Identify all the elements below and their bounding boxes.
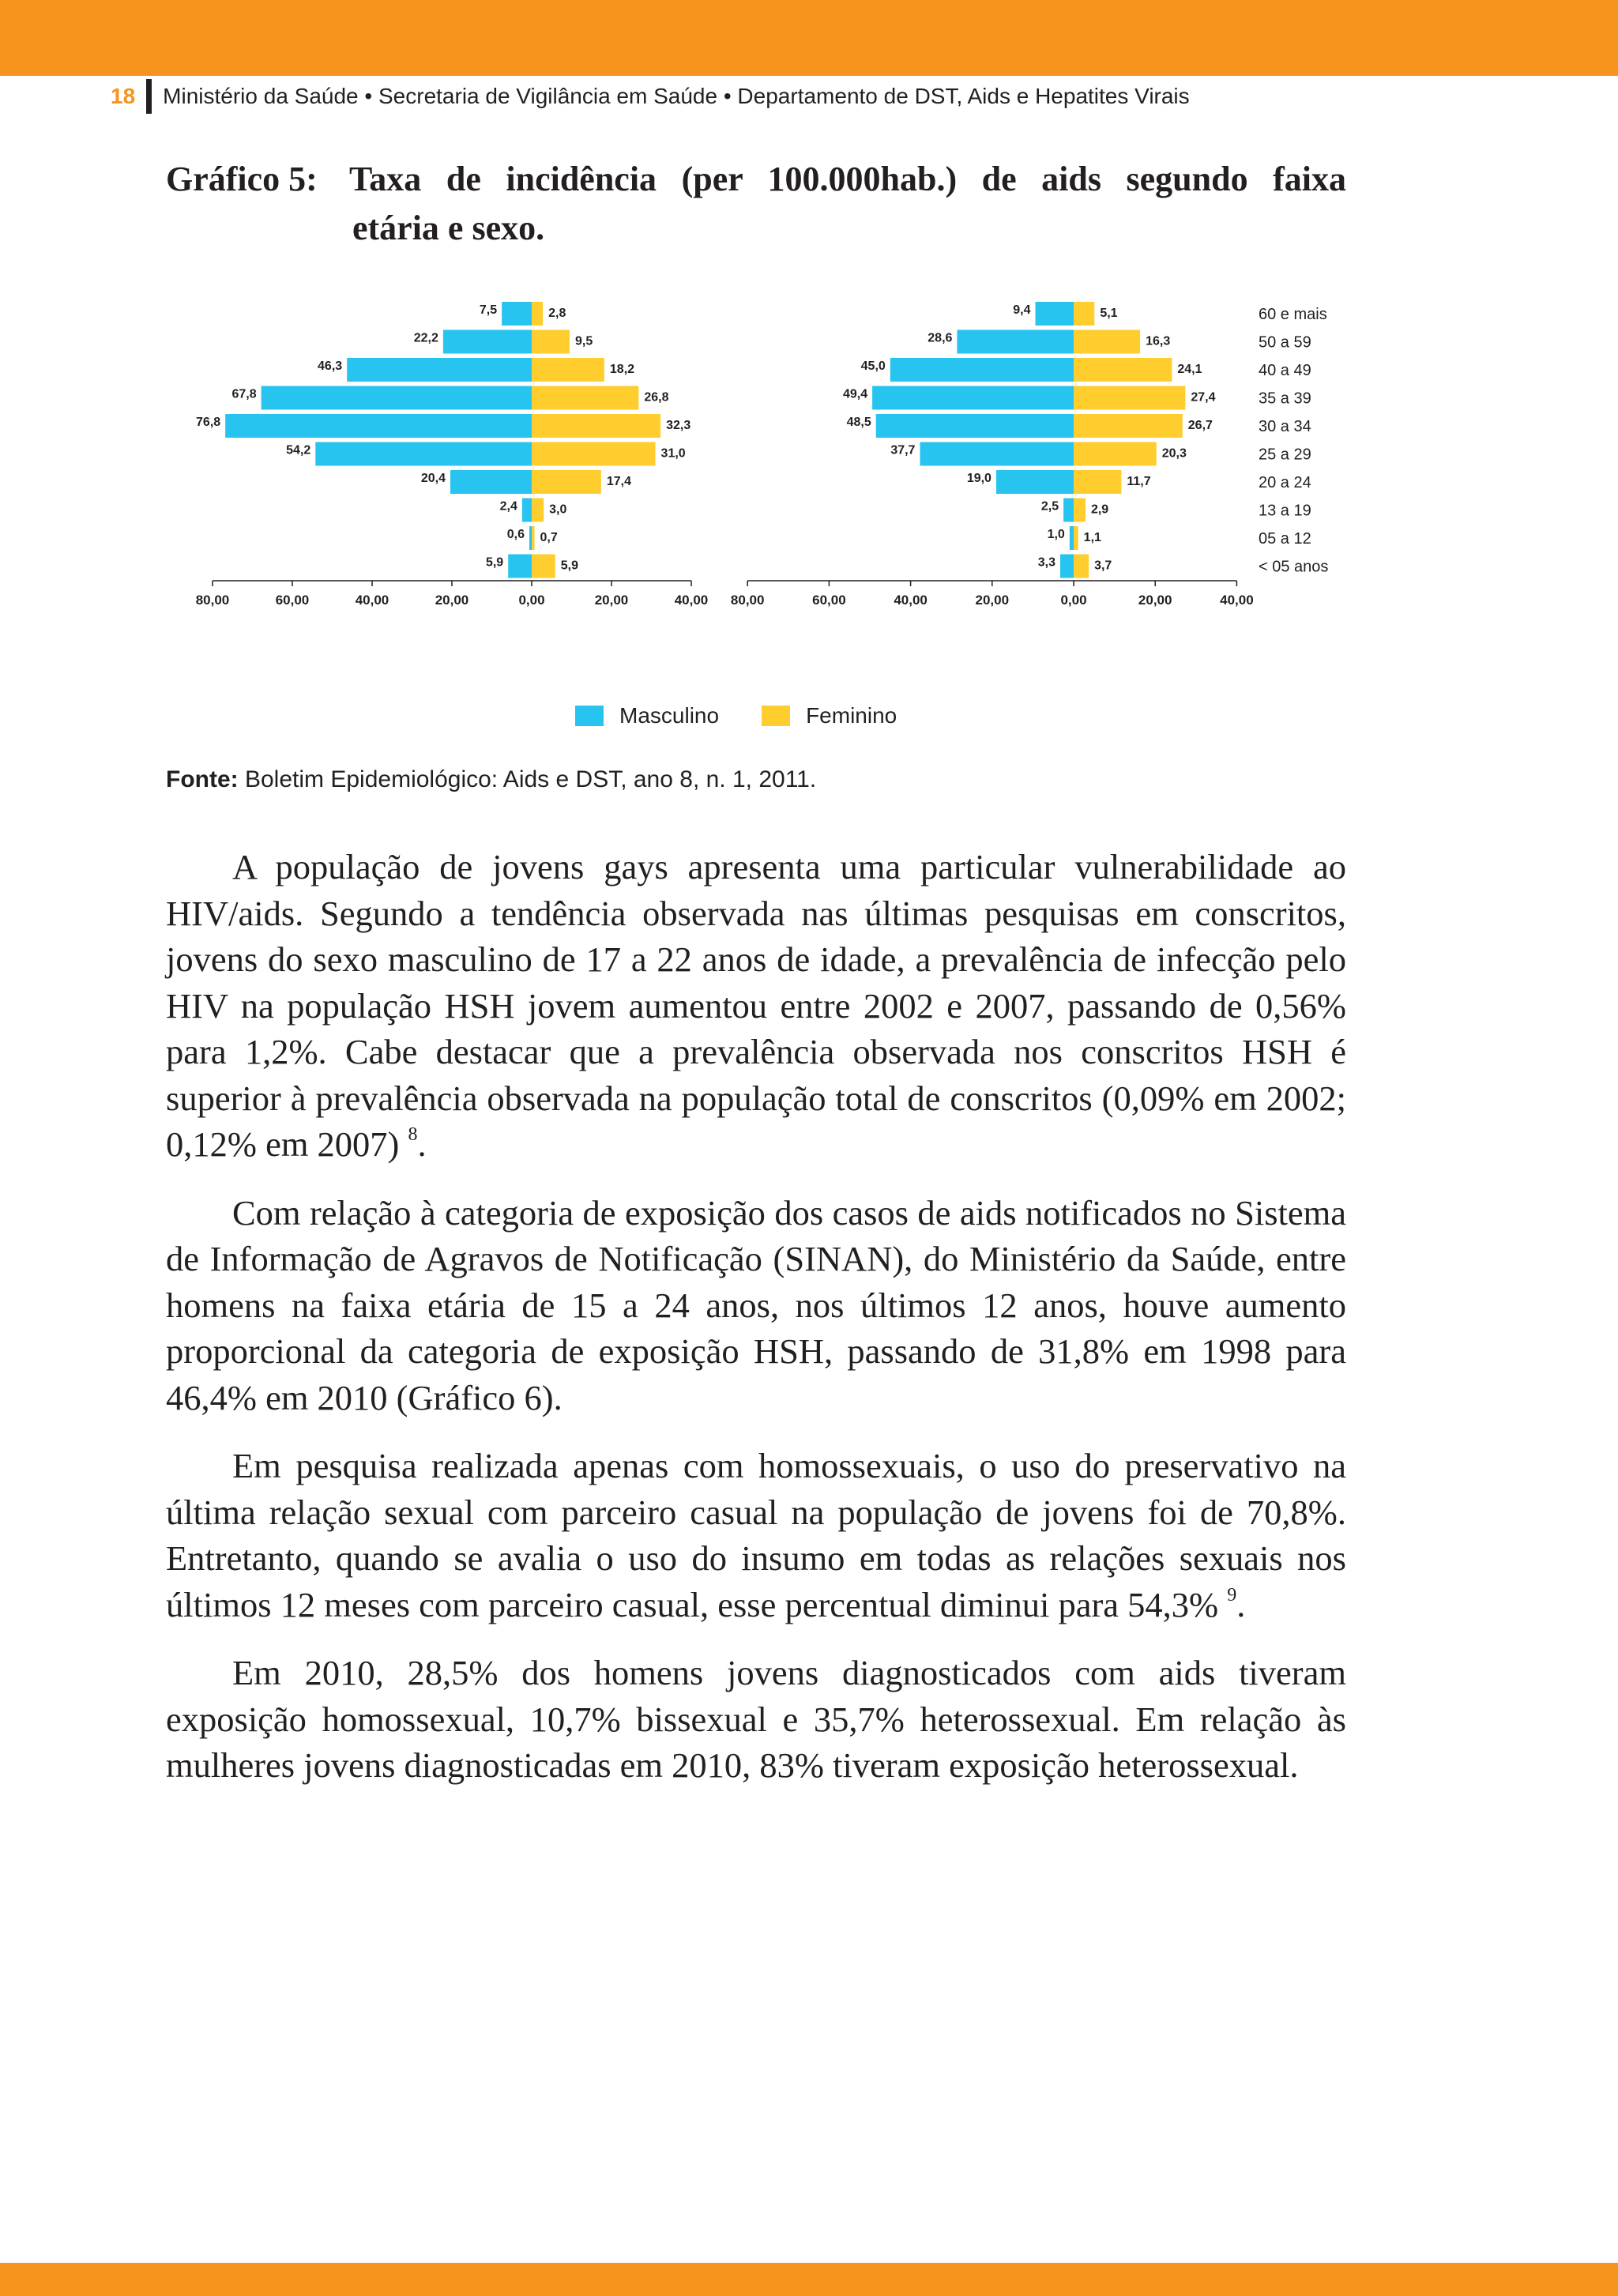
- body-text: [166, 844, 1346, 1811]
- data-label-female: 16,3: [1146, 334, 1171, 348]
- figure-title-line-1: Taxa de incidência (per 100.000hab.) de aids segundo faixa: [349, 160, 1346, 198]
- bar-female: [532, 302, 543, 326]
- category-label: 50 a 59: [1259, 333, 1311, 352]
- data-label-female: 1,1: [1083, 531, 1101, 544]
- bar-female: [1074, 414, 1183, 438]
- legend-swatch-female: [762, 706, 790, 726]
- x-tick-label: 40,00: [674, 593, 709, 608]
- x-tick-label: 0,00: [1060, 593, 1087, 608]
- running-title: Ministério da Saúde • Secretaria de Vigilância em Saúde • Departamento de DST, Aids e Hepatites Virais: [163, 84, 1190, 108]
- paragraph-text: Em pesquisa realizada apenas com homossexuais, o uso do preservativo na última relação sexual com parceiro casual na população de jovens foi de 70,8%. Entretanto, quando se avalia o uso do insumo em todas as relações sexuais nos últimos 12 meses com parceiro casual, esse percentual diminui para 54,3%: [166, 1446, 1346, 1624]
- category-label: 20 a 24: [1259, 474, 1311, 491]
- bar-female: [1074, 330, 1140, 354]
- bar-female: [1074, 555, 1089, 578]
- legend-swatch-male: [575, 706, 604, 726]
- bar-female: [1074, 442, 1157, 466]
- data-label-female: 2,9: [1090, 502, 1109, 517]
- bar-male: [450, 470, 532, 494]
- paragraph-text: Em 2010, 28,5% dos homens jovens diagnosticados com aids tiveram exposição homossexual, 10,7% bissexual e 35,7% heterossexual. Em relação às mulheres jovens diagnosticadas em 2010, 83% tiveram exposição heterossexual.: [166, 1653, 1346, 1785]
- data-label-male: 19,0: [966, 472, 991, 485]
- paragraph: [166, 1650, 1346, 1789]
- category-label: 30 a 34: [1259, 418, 1311, 435]
- x-tick-label: 80,00: [730, 593, 765, 608]
- data-label-male: 76,8: [196, 416, 221, 429]
- header-divider: [146, 79, 152, 114]
- data-label-female: 26,8: [644, 390, 669, 405]
- paragraph: [166, 1443, 1346, 1628]
- category-label: 05 a 12: [1259, 530, 1311, 548]
- x-tick-label: 60,00: [275, 593, 310, 608]
- data-label-male: 37,7: [890, 443, 916, 457]
- legend-label-male: Masculino: [619, 703, 720, 728]
- data-label-male: 3,3: [1037, 555, 1055, 570]
- data-label-female: 9,5: [574, 334, 593, 348]
- data-label-male: 9,4: [1013, 303, 1031, 317]
- data-label-female: 17,4: [606, 475, 632, 488]
- bar-female: [1074, 470, 1121, 494]
- bar-male: [920, 442, 1074, 466]
- top-color-band: [0, 0, 1618, 76]
- data-label-male: 1,0: [1047, 528, 1065, 541]
- data-label-male: 7,5: [479, 303, 498, 317]
- legend-item-male: [575, 703, 719, 728]
- bar-male: [262, 386, 532, 410]
- paragraph-text: A população de jovens gays apresenta uma particular vulnerabilidade ao HIV/aids. Segundo a tendência observada nas últimas pesquisas em conscritos, jovens do sexo masculino de 17 a 22 anos de idade, a prevalência de infecção pelo HIV na população HSH jovem aumentou entre 2002 e 2007, passando de 0,56% para 1,2%. Cabe destacar que a prevalência observada nos conscritos HSH é superior à prevalência observada na população total de conscritos (0,09% em 2002; 0,12% em 2007): [166, 847, 1346, 1164]
- bar-male: [1035, 302, 1074, 326]
- data-label-female: 5,9: [560, 559, 579, 573]
- paragraph-end: .: [1236, 1584, 1246, 1624]
- data-label-male: 48,5: [846, 416, 871, 429]
- category-label: 60 e mais: [1259, 306, 1327, 323]
- paragraph: [166, 844, 1346, 1168]
- data-label-male: 49,4: [842, 387, 868, 401]
- data-label-male: 28,6: [928, 331, 953, 345]
- data-label-female: 26,7: [1187, 419, 1213, 432]
- data-label-female: 11,7: [1127, 475, 1151, 488]
- bar-female: [532, 414, 660, 438]
- data-label-female: 32,3: [666, 419, 691, 432]
- x-tick-label: 40,00: [1220, 593, 1254, 608]
- bar-female: [532, 442, 656, 466]
- figure-title: [166, 155, 1346, 253]
- bar-male: [347, 358, 532, 382]
- bar-female: [532, 470, 601, 494]
- bar-female: [532, 526, 535, 550]
- bar-male: [957, 330, 1074, 354]
- footnote-ref: 8: [408, 1124, 418, 1145]
- data-label-male: 67,8: [231, 387, 257, 401]
- category-label: 35 a 39: [1259, 390, 1311, 408]
- bar-female: [532, 330, 570, 354]
- bar-male: [225, 414, 532, 438]
- bar-female: [1074, 358, 1172, 382]
- legend-label-female: Feminino: [806, 703, 897, 728]
- running-header: [111, 79, 1190, 114]
- data-label-female: 20,3: [1161, 446, 1187, 461]
- bar-male: [315, 442, 532, 466]
- chart-legend: [575, 703, 939, 728]
- x-tick-label: 0,00: [518, 593, 545, 608]
- figure-source: [166, 766, 816, 793]
- bar-male: [522, 499, 532, 522]
- paragraph-end: .: [417, 1124, 427, 1164]
- data-label-male: 20,4: [420, 472, 446, 485]
- data-label-female: 0,7: [540, 531, 558, 544]
- bar-male: [1060, 555, 1074, 578]
- bar-male: [876, 414, 1074, 438]
- bar-female: [1074, 526, 1078, 550]
- category-label: 25 a 29: [1259, 446, 1311, 464]
- bar-female: [532, 499, 544, 522]
- bar-male: [890, 358, 1074, 382]
- x-tick-label: 20,00: [975, 593, 1010, 608]
- data-label-female: 2,8: [548, 307, 566, 320]
- bar-female: [532, 555, 555, 578]
- x-tick-label: 40,00: [355, 593, 389, 608]
- data-label-female: 27,4: [1191, 390, 1216, 405]
- x-tick-label: 60,00: [812, 593, 846, 608]
- footnote-ref: 9: [1227, 1584, 1237, 1605]
- bar-female: [532, 358, 604, 382]
- bar-male: [996, 470, 1074, 494]
- data-label-female: 24,1: [1177, 363, 1202, 376]
- data-label-female: 5,1: [1100, 307, 1118, 320]
- data-label-male: 5,9: [485, 555, 504, 570]
- bar-male: [872, 386, 1074, 410]
- x-tick-label: 20,00: [1138, 593, 1172, 608]
- bar-male: [529, 526, 532, 550]
- bar-female: [1074, 302, 1094, 326]
- bottom-color-band: [0, 2263, 1618, 2296]
- bar-male: [443, 330, 532, 354]
- x-tick-label: 40,00: [894, 593, 928, 608]
- data-label-male: 2,5: [1040, 499, 1059, 514]
- bar-male: [1070, 526, 1074, 550]
- data-label-male: 54,2: [286, 443, 311, 457]
- data-label-male: 0,6: [506, 528, 525, 541]
- bar-male: [502, 302, 532, 326]
- figure-label: Gráfico 5:: [166, 160, 318, 198]
- category-label: < 05 anos: [1259, 558, 1329, 576]
- bar-female: [1074, 499, 1086, 522]
- category-label: 13 a 19: [1259, 502, 1311, 520]
- x-tick-label: 80,00: [195, 593, 230, 608]
- source-text: Boletim Epidemiológico: Aids e DST, ano 8, n. 1, 2011.: [238, 766, 817, 792]
- bar-male: [1063, 499, 1074, 522]
- data-label-female: 31,0: [660, 446, 686, 461]
- data-label-female: 3,7: [1094, 559, 1112, 573]
- x-tick-label: 20,00: [435, 593, 469, 608]
- bar-female: [532, 386, 638, 410]
- bar-male: [508, 555, 532, 578]
- data-label-female: 3,0: [549, 502, 567, 517]
- population-pyramid-chart: [0, 284, 1618, 632]
- source-label: Fonte:: [166, 766, 239, 792]
- data-label-male: 2,4: [499, 499, 517, 514]
- figure-title-line-2: etária e sexo.: [352, 209, 545, 247]
- paragraph: [166, 1190, 1346, 1421]
- data-label-female: 18,2: [609, 363, 635, 376]
- page-number: 18: [111, 84, 136, 108]
- data-label-male: 46,3: [318, 359, 343, 373]
- bar-female: [1074, 386, 1185, 410]
- category-label: 40 a 49: [1259, 362, 1311, 379]
- legend-item-female: [762, 703, 897, 728]
- x-tick-label: 20,00: [594, 593, 629, 608]
- data-label-male: 45,0: [860, 359, 886, 373]
- data-label-male: 22,2: [413, 331, 438, 345]
- paragraph-text: Com relação à categoria de exposição dos casos de aids notificados no Sistema de Informação de Agravos de Notificação (SINAN), do Ministério da Saúde, entre homens na faixa etária de 15 a 24 anos, nos últimos 12 anos, houve aumento proporcional da categoria de exposição HSH, passando de 31,8% em 1998 para 46,4% em 2010 (Gráfico 6).: [166, 1192, 1346, 1417]
